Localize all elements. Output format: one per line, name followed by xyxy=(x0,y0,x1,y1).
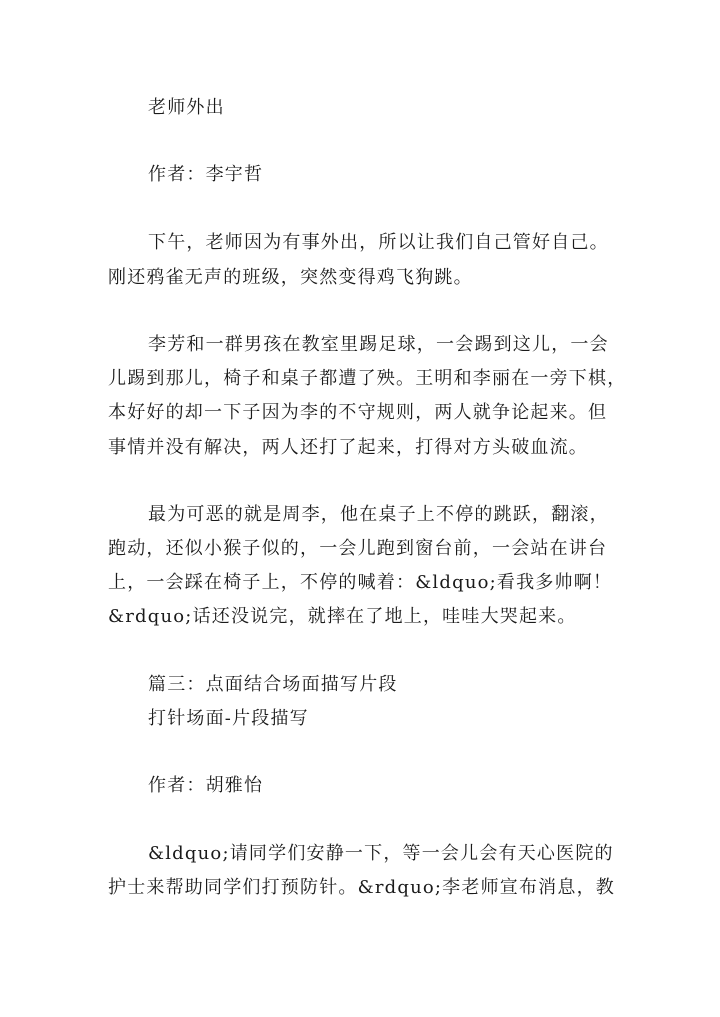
paragraph-4-line-1: &ldquo;请同学们安静一下，等一会儿会有天心医院的 xyxy=(148,843,614,864)
paragraph-3-line-2: 跑动，还似小猴子似的，一会儿跑到窗台前，一会站在讲台 xyxy=(108,538,608,559)
paragraph-4-line-2: 护士来帮助同学们打预防针。&rdquo;李老师宣布消息，教 xyxy=(108,877,615,898)
author-line-2: 作者：胡雅怡 xyxy=(148,775,264,796)
paragraph-3-line-4: &rdquo;话还没说完，就摔在了地上，哇哇大哭起来。 xyxy=(108,606,577,627)
paragraph-2-line-2: 儿踢到那儿，椅子和桌子都遭了殃。王明和李丽在一旁下棋， xyxy=(108,368,627,389)
paragraph-2-line-4: 事情并没有解决，两人还打了起来，打得对方头破血流。 xyxy=(108,437,588,458)
paragraph-2-line-3: 本好好的却一下子因为李的不守规则，两人就争论起来。但 xyxy=(108,402,608,423)
author-line-1: 作者：李宇哲 xyxy=(148,164,264,185)
paragraph-2-line-1: 李芳和一群男孩在教室里踢足球，一会踢到这儿，一会 xyxy=(148,334,609,355)
paragraph-1-line-2: 刚还鸦雀无声的班级，突然变得鸡飞狗跳。 xyxy=(108,267,473,288)
essay-title: 老师外出 xyxy=(148,97,225,118)
paragraph-3-line-3: 上，一会踩在椅子上，不停的喊着：&ldquo;看我多帅啊！ xyxy=(108,572,613,593)
paragraph-3-line-1: 最为可恶的就是周李，他在桌子上不停的跳跃，翻滚， xyxy=(148,504,609,525)
section-title: 篇三：点面结合场面描写片段 xyxy=(148,674,398,695)
paragraph-1-line-1: 下午，老师因为有事外出，所以让我们自己管好自己。 xyxy=(148,232,609,253)
section-subtitle: 打针场面-片段描写 xyxy=(148,708,309,729)
